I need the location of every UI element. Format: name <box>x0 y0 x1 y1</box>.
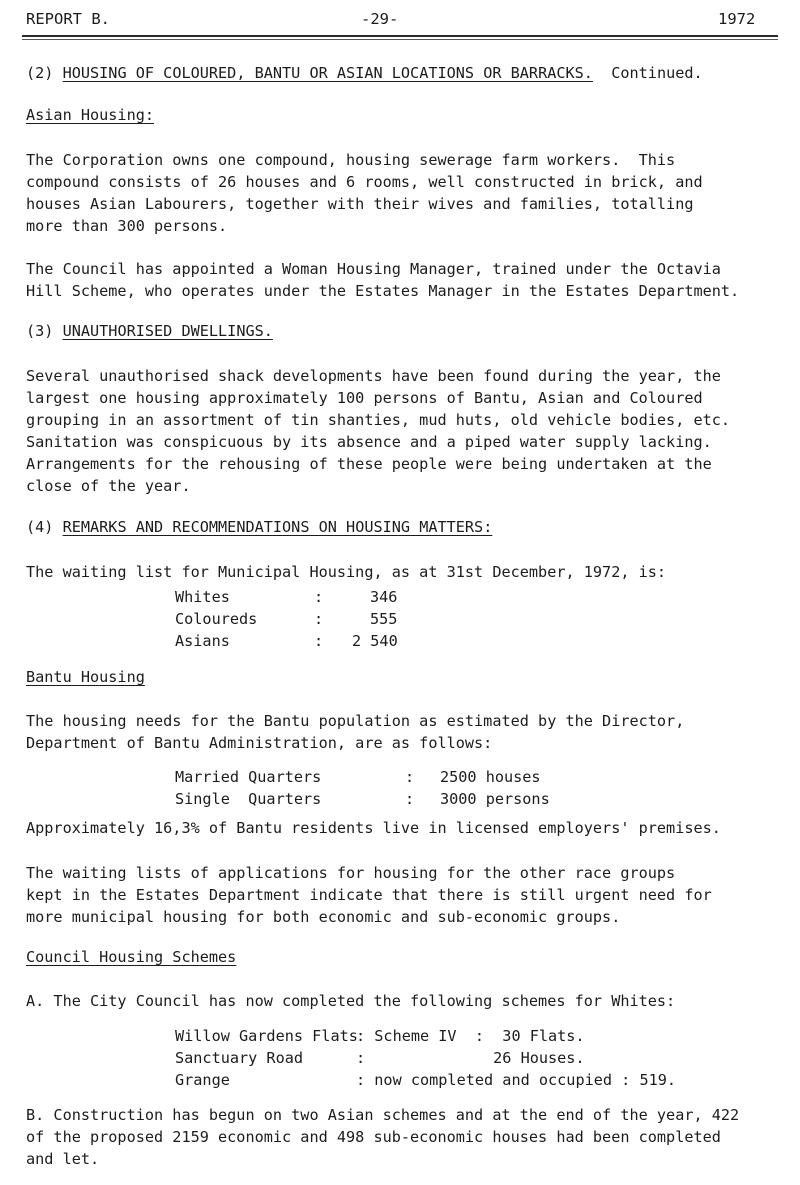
waiting-value: 555 <box>370 610 398 628</box>
text-line <box>248 1166 291 1167</box>
text-line: close of the year. <box>26 477 191 495</box>
text-line: Sanitation was conspicuous by its absence and a piped water supply lacking. <box>26 433 712 451</box>
text-line: Several unauthorised shack developments have been found during the year, the <box>26 367 721 385</box>
text-line: grouping in an assortment of tin shanties, mud huts, old vehicle bodies, etc. <box>26 411 731 429</box>
header-rule <box>22 35 778 37</box>
needs-sep: : <box>405 790 415 808</box>
scheme-name: Grange <box>175 1071 230 1089</box>
scheme-detail: : 26 Houses. <box>356 1049 585 1067</box>
needs-sep: : <box>405 768 415 786</box>
bantu-housing-heading: Bantu Housing <box>26 668 145 686</box>
section-3-heading <box>26 320 786 342</box>
waiting-sep: : <box>314 588 324 606</box>
council-housing-heading: Council Housing Schemes <box>26 948 237 966</box>
waiting-sep: : <box>314 632 324 650</box>
waiting-label: Whites <box>175 588 230 606</box>
section-4-heading <box>26 516 786 538</box>
section-4-title: REMARKS AND RECOMMENDATIONS ON HOUSING MATTERS: <box>62 518 493 536</box>
section-2-title: HOUSING OF COLOURED, BANTU OR ASIAN LOCATIONS OR BARRACKS. <box>62 64 593 82</box>
text-line: of the proposed 2159 economic and 498 sub-economic houses had been completed <box>26 1128 721 1146</box>
scheme-detail: : now completed and occupied : 519. <box>356 1071 677 1089</box>
section-3-number: (3) <box>26 322 54 340</box>
text-line <box>162 1166 208 1167</box>
waiting-value: 346 <box>370 588 398 606</box>
text-line: The waiting lists of applications for housing for the other race groups <box>26 864 676 882</box>
asian-housing-heading: Asian Housing: <box>26 106 155 124</box>
text-line: Arrangements for the rehousing of these people were being undertaken at the <box>26 455 712 473</box>
page-header <box>0 8 800 34</box>
text-line: compound consists of 26 houses and 6 rooms, well constructed in brick, and <box>26 173 703 191</box>
text-line: The housing needs for the Bantu population as estimated by the Director, <box>26 712 685 730</box>
text-line: kept in the Estates Department indicate that there is still urgent need for <box>26 886 712 904</box>
needs-label: Single Quarters <box>175 790 322 808</box>
text-line <box>72 1166 116 1167</box>
text-line <box>290 1166 335 1167</box>
remaining-paragraphs <box>26 1166 782 1184</box>
text-line: more municipal housing for both economic and sub-economic groups. <box>26 908 621 926</box>
text-line <box>116 1166 162 1167</box>
text-line <box>26 1166 72 1167</box>
bantu-percentage-line: Approximately 16,3% of Bantu residents live in licensed employers' premises. <box>26 819 721 837</box>
scheme-name: Willow Gardens Flats <box>175 1027 358 1045</box>
section-2-heading <box>26 62 786 84</box>
waiting-value: 2 540 <box>352 632 398 650</box>
needs-value: 3000 persons <box>440 790 550 808</box>
section-3-title: UNAUTHORISED DWELLINGS. <box>62 322 273 340</box>
section-2-continued: Continued. <box>611 64 703 82</box>
needs-value: 2500 houses <box>440 768 541 786</box>
scheme-detail: : Scheme IV : 30 Flats. <box>356 1027 585 1045</box>
text-line: Hill Scheme, who operates under the Estates Manager in the Estates Department. <box>26 282 740 300</box>
text-line: largest one housing approximately 100 persons of Bantu, Asian and Coloured <box>26 389 703 407</box>
page-number: -29- <box>361 10 399 28</box>
text-line: and let. <box>26 1150 100 1168</box>
text-line <box>335 1166 358 1167</box>
needs-label: Married Quarters <box>175 768 322 786</box>
section-2-number: (2) <box>26 64 54 82</box>
waiting-sep: : <box>314 610 324 628</box>
waiting-label: Coloureds <box>175 610 258 628</box>
report-label: REPORT B. <box>26 10 110 28</box>
text-line: The Corporation owns one compound, housing sewerage farm workers. This <box>26 151 676 169</box>
text-line <box>208 1166 247 1167</box>
waiting-label: Asians <box>175 632 230 650</box>
scheme-a-intro: A. The City Council has now completed the following schemes for Whites: <box>26 992 676 1010</box>
section-4-number: (4) <box>26 518 54 536</box>
text-line: more than 300 persons. <box>26 217 228 235</box>
header-rule-thin <box>22 39 778 40</box>
text-line: The Council has appointed a Woman Housing Manager, trained under the Octavia <box>26 260 721 278</box>
scheme-name: Sanctuary Road <box>175 1049 304 1067</box>
text-line: B. Construction has begun on two Asian schemes and at the end of the year, 422 <box>26 1106 740 1124</box>
report-year: 1972 <box>718 10 756 28</box>
waiting-list-intro: The waiting list for Municipal Housing, as at 31st December, 1972, is: <box>26 563 667 581</box>
text-line: Department of Bantu Administration, are as follows: <box>26 734 493 752</box>
text-line: houses Asian Labourers, together with their wives and families, totalling <box>26 195 694 213</box>
